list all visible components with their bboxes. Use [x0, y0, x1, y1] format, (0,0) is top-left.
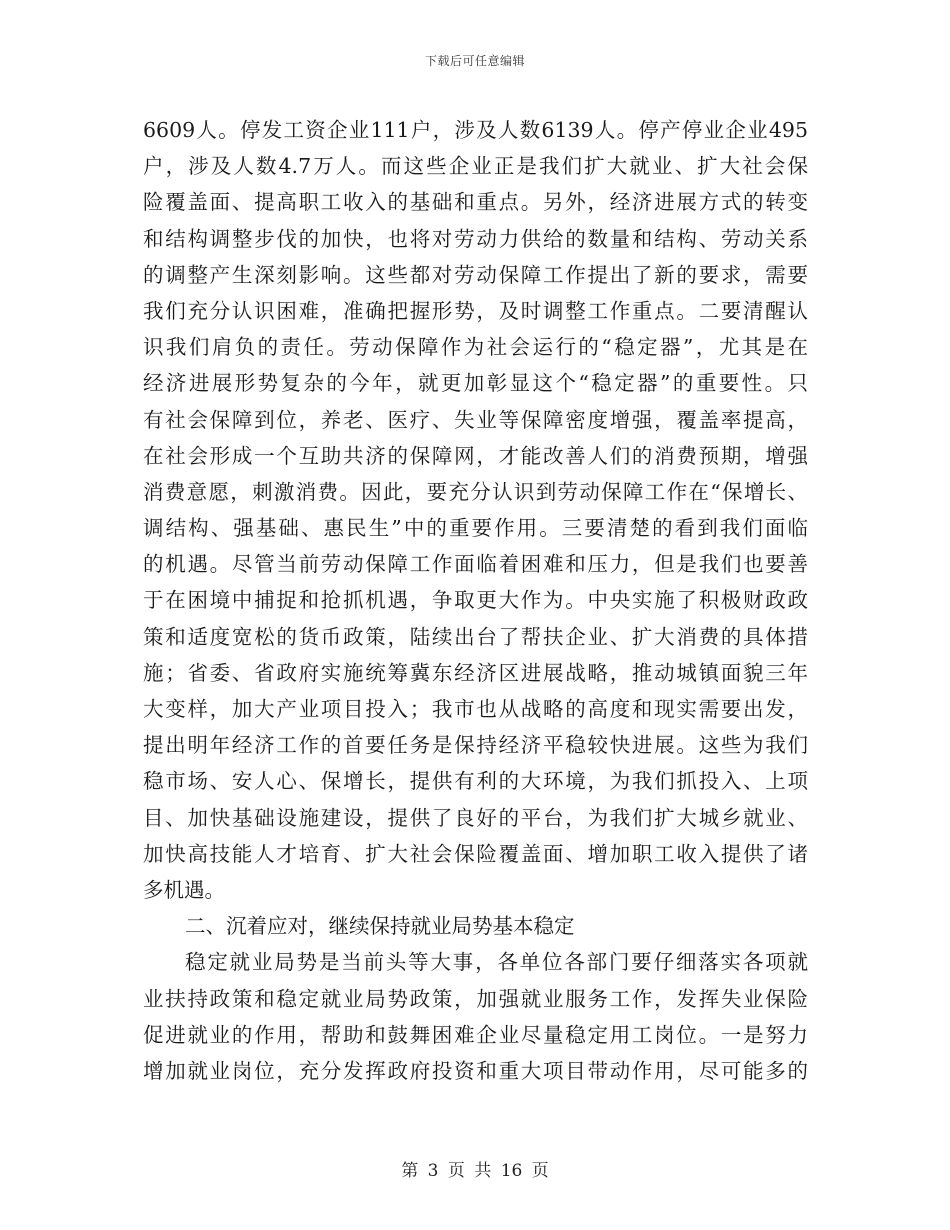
text-line: 消费意愿，刺激消费。因此，要充分认识到劳动保障工作在“保增长、: [143, 479, 808, 504]
text-line: 6609人。停发工资企业111户，涉及人数6139人。停产停业企业495: [143, 118, 808, 142]
text-line: 在社会形成一个互助共济的保障网，才能改善人们的消费预期，增强: [143, 443, 808, 468]
text-line: 险覆盖面、提高职工收入的基础和重点。另外，经济进展方式的转变: [143, 190, 808, 215]
text-line: 增加就业岗位，充分发挥政府投资和重大项目带动作用，尽可能多的: [143, 1058, 808, 1083]
text-line: 目、加快基础设施建设，提供了良好的平台，为我们扩大城乡就业、: [143, 805, 808, 830]
text-line: 多机遇。: [143, 877, 225, 902]
page-header: 下载后可任意编辑: [424, 54, 525, 68]
text-line: 户，涉及人数4.7万人。而这些企业正是我们扩大就业、扩大社会保: [143, 154, 808, 179]
text-line: 的调整产生深刻影响。这些都对劳动保障工作提出了新的要求，需要: [143, 262, 808, 287]
text-line: 有社会保障到位，养老、医疗、失业等保障密度增强，覆盖率提高，: [143, 407, 808, 432]
text-line: 的机遇。尽管当前劳动保障工作面临着困难和压力，但是我们也要善: [143, 552, 808, 577]
text-line: 我们充分认识困难，准确把握形势，及时调整工作重点。二要清醒认: [143, 298, 808, 323]
text-line: 施；省委、省政府实施统筹冀东经济区进展战略，推动城镇面貌三年: [143, 660, 808, 685]
text-line: 经济进展形势复杂的今年，就更加彰显这个“稳定器”的重要性。只: [143, 371, 808, 396]
paragraph: [143, 944, 808, 1089]
text-line: 和结构调整步伐的加快，也将对劳动力供给的数量和结构、劳动关系: [143, 226, 808, 251]
document-body: [143, 112, 808, 1089]
text-line: 加快高技能人才培育、扩大社会保险覆盖面、增加职工收入提供了诸: [143, 841, 808, 866]
text-line: 调结构、强基础、惠民生”中的重要作用。三要清楚的看到我们面临: [143, 516, 808, 541]
text-line: 提出明年经济工作的首要任务是保持经济平稳较快进展。这些为我们: [143, 733, 808, 758]
text-line: 促进就业的作用，帮助和鼓舞困难企业尽量稳定用工岗位。一是努力: [143, 1022, 808, 1047]
text-line: 于在困境中捕捉和抢抓机遇，争取更大作为。中央实施了积极财政政: [143, 588, 808, 613]
paragraph: [143, 112, 808, 908]
text-line: 识我们肩负的责任。劳动保障作为社会运行的“稳定器”，尤其是在: [143, 335, 808, 360]
text-line: 稳市场、安人心、保增长，提供有利的大环境，为我们抓投入、上项: [143, 769, 808, 794]
section-heading: 二、沉着应对，继续保持就业局势基本稳定: [185, 914, 575, 939]
text-line: 稳定就业局势是当前头等大事，各单位各部门要仔细落实各项就: [185, 950, 808, 975]
page-footer: 第 3 页 共 16 页: [401, 1161, 549, 1181]
text-line: 大变样，加大产业项目投入；我市也从战略的高度和现实需要出发，: [143, 697, 808, 721]
text-line: 业扶持政策和稳定就业局势政策，加强就业服务工作，发挥失业保险: [143, 986, 808, 1011]
text-line: 策和适度宽松的货币政策，陆续出台了帮扶企业、扩大消费的具体措: [143, 624, 808, 649]
